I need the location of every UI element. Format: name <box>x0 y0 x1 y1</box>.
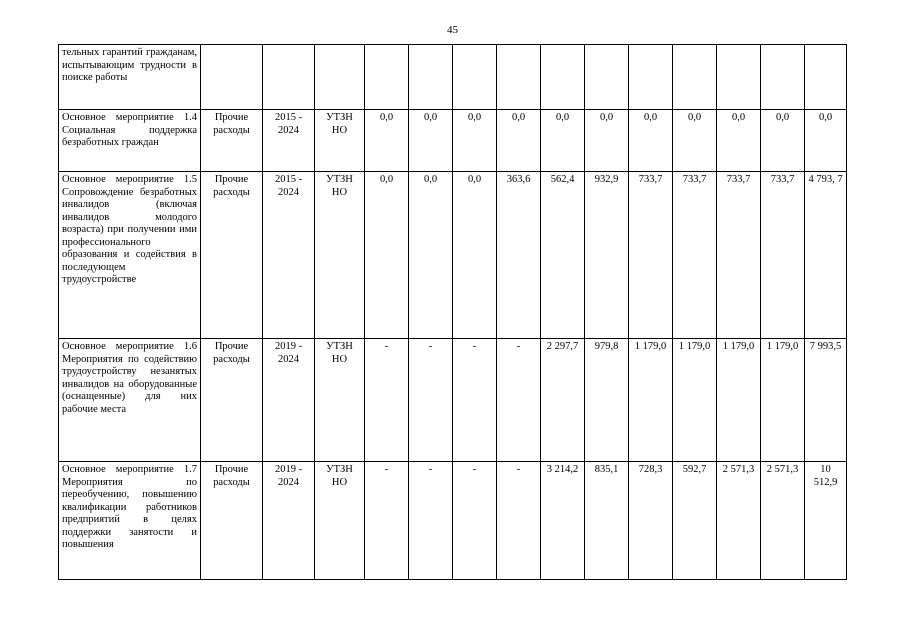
table-row <box>59 45 847 110</box>
value-cell: 728,3 <box>629 462 673 580</box>
value-cell: 1 179,0 <box>761 339 805 462</box>
value-cell: - <box>409 339 453 462</box>
table-row <box>59 462 847 580</box>
value-cell <box>805 45 847 110</box>
value-cell: 10 512,9 <box>805 462 847 580</box>
value-cell: 835,1 <box>585 462 629 580</box>
value-cell: 0,0 <box>409 172 453 339</box>
value-cell: 733,7 <box>629 172 673 339</box>
value-cell: 733,7 <box>673 172 717 339</box>
value-cell: 0,0 <box>629 110 673 172</box>
value-cell <box>365 45 409 110</box>
value-cell: - <box>453 339 497 462</box>
value-cell <box>673 45 717 110</box>
measure-name-cell: Основное мероприятие 1.5 Сопровождение безработных инвалидов (включая инвалидов молодого возраста) при получении ими профессионального образования и содействия в последующем трудоустройстве <box>59 172 201 339</box>
value-cell: 2 571,3 <box>761 462 805 580</box>
value-cell: 0,0 <box>365 110 409 172</box>
value-cell: - <box>497 339 541 462</box>
value-cell: 733,7 <box>761 172 805 339</box>
value-cell: 1 179,0 <box>629 339 673 462</box>
executor-cell: УТЗН НО <box>315 110 365 172</box>
executor-cell: УТЗН НО <box>315 339 365 462</box>
program-measures-table <box>58 44 847 580</box>
measure-name-cell: Основное мероприятие 1.6 Мероприятия по содействию трудоустройству незанятых инвалидов на оборудованные (оснащенные) для них рабочие места <box>59 339 201 462</box>
period-cell: 2015 - 2024 <box>263 172 315 339</box>
value-cell: - <box>453 462 497 580</box>
period-cell: 2019 - 2024 <box>263 462 315 580</box>
table-row <box>59 110 847 172</box>
value-cell: 0,0 <box>453 110 497 172</box>
value-cell <box>717 45 761 110</box>
value-cell: 0,0 <box>717 110 761 172</box>
expense-type-cell: Прочие расходы <box>201 462 263 580</box>
measure-name-cell: Основное мероприятие 1.7 Мероприятия по переобучению, повышению квалификации работников предприятий в целях поддержки занятости и повышения <box>59 462 201 580</box>
value-cell: 1 179,0 <box>673 339 717 462</box>
table-row <box>59 172 847 339</box>
value-cell: 7 993,5 <box>805 339 847 462</box>
value-cell: 3 214,2 <box>541 462 585 580</box>
value-cell: 979,8 <box>585 339 629 462</box>
value-cell: 1 179,0 <box>717 339 761 462</box>
value-cell: 0,0 <box>541 110 585 172</box>
value-cell <box>761 45 805 110</box>
value-cell <box>453 45 497 110</box>
value-cell <box>409 45 453 110</box>
page-number: 45 <box>447 24 458 36</box>
value-cell: - <box>497 462 541 580</box>
expense-type-cell <box>201 45 263 110</box>
executor-cell: УТЗН НО <box>315 462 365 580</box>
value-cell: 0,0 <box>409 110 453 172</box>
value-cell: - <box>409 462 453 580</box>
value-cell <box>585 45 629 110</box>
value-cell: 0,0 <box>673 110 717 172</box>
value-cell: - <box>365 339 409 462</box>
measure-name-cell: Основное мероприятие 1.4 Социальная поддержка безработных граждан <box>59 110 201 172</box>
period-cell: 2019 - 2024 <box>263 339 315 462</box>
period-cell <box>263 45 315 110</box>
value-cell: 363,6 <box>497 172 541 339</box>
period-cell: 2015 - 2024 <box>263 110 315 172</box>
value-cell <box>497 45 541 110</box>
value-cell: 562,4 <box>541 172 585 339</box>
value-cell: 0,0 <box>453 172 497 339</box>
measure-name-cell: тельных гарантий гражданам, испытывающим трудности в поиске работы <box>59 45 201 110</box>
value-cell: 2 571,3 <box>717 462 761 580</box>
value-cell: 932,9 <box>585 172 629 339</box>
value-cell <box>541 45 585 110</box>
expense-type-cell: Прочие расходы <box>201 172 263 339</box>
value-cell: 0,0 <box>497 110 541 172</box>
value-cell: 0,0 <box>585 110 629 172</box>
executor-cell: УТЗН НО <box>315 172 365 339</box>
value-cell: 733,7 <box>717 172 761 339</box>
executor-cell <box>315 45 365 110</box>
value-cell: - <box>365 462 409 580</box>
value-cell: 0,0 <box>805 110 847 172</box>
value-cell: 0,0 <box>365 172 409 339</box>
expense-type-cell: Прочие расходы <box>201 339 263 462</box>
table-row <box>59 339 847 462</box>
expense-type-cell: Прочие расходы <box>201 110 263 172</box>
value-cell: 2 297,7 <box>541 339 585 462</box>
value-cell: 0,0 <box>761 110 805 172</box>
value-cell <box>629 45 673 110</box>
value-cell: 592,7 <box>673 462 717 580</box>
value-cell: 4 793, 7 <box>805 172 847 339</box>
